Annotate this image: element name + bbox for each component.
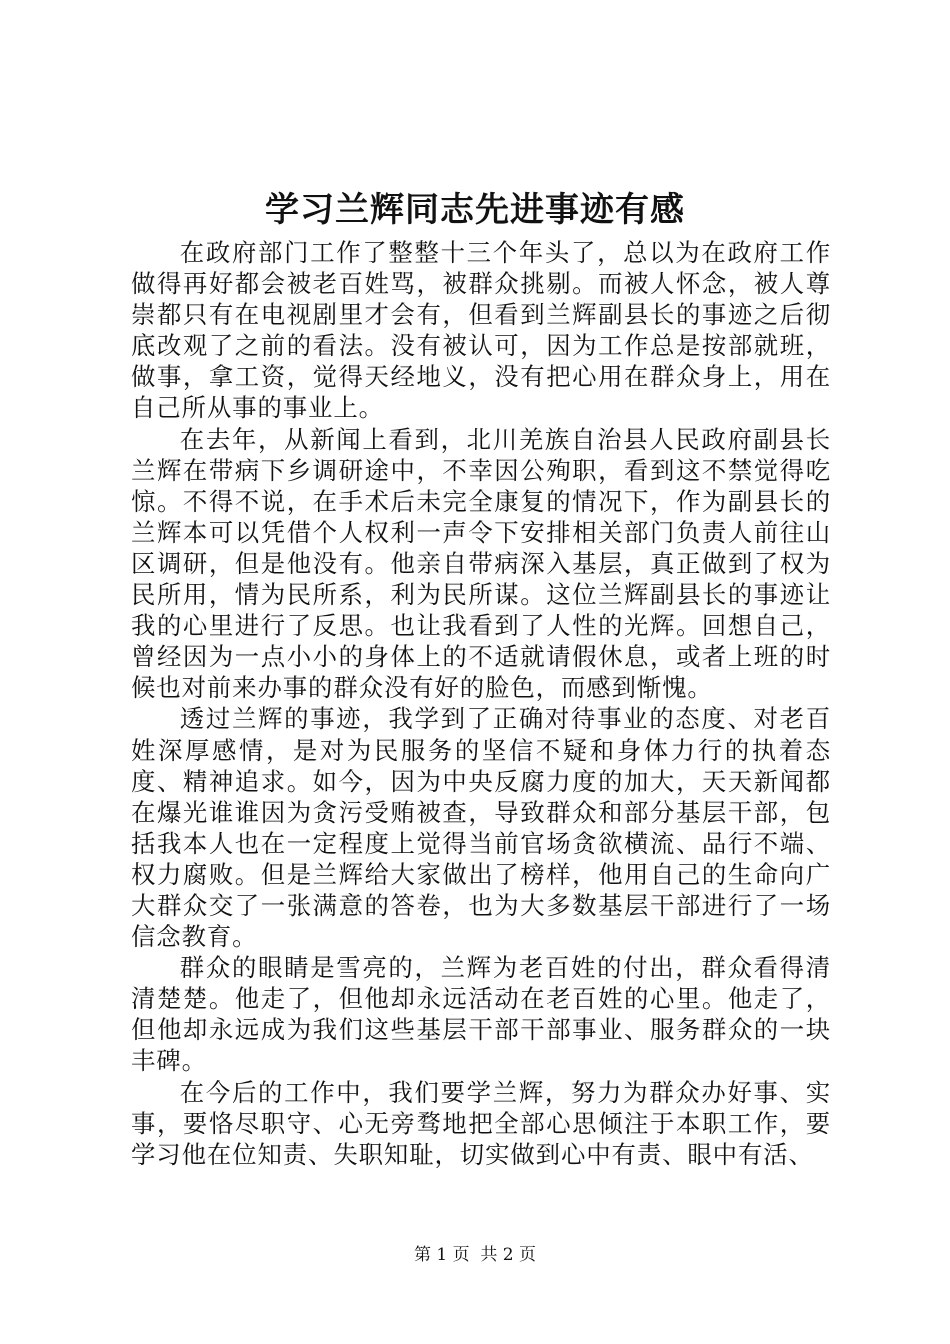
paragraph-3: 透过兰辉的事迹，我学到了正确对待事业的态度、对老百姓深厚感情，是对为民服务的坚信不疑和身体力行的执着态度、精神追求。如今，因为中央反腐力度的加大，天天新闻都在爆光谁谁因为贪污受贿被查，导致群众和部分基层干部，包括我本人也在一定程度上觉得当前官场贪欲横流、品行不端、权力腐败。但是兰辉给大家做出了榜样，他用自己的生命向广大群众交了一张满意的答卷，也为大多数基层干部进行了一场信念教育。	[131, 704, 831, 952]
paragraph-5: 在今后的工作中，我们要学兰辉，努力为群众办好事、实事，要恪尽职守、心无旁骛地把全部心思倾注于本职工作，要学习他在位知责、失职知耻，切实做到心中有责、眼中有活、	[131, 1077, 831, 1169]
document-body	[131, 237, 831, 1170]
document-title: 学习兰辉同志先进事迹有感	[265, 190, 685, 230]
paragraph-4: 群众的眼睛是雪亮的，兰辉为老百姓的付出，群众看得清清楚楚。他走了，但他却永远活动在老百姓的心里。他走了，但他却永远成为我们这些基层干部干部事业、服务群众的一块丰碑。	[131, 953, 831, 1076]
page-number: 第 1 页 共 2 页	[413, 1245, 537, 1265]
page-footer	[0, 1243, 950, 1267]
paragraph-1: 在政府部门工作了整整十三个年头了，总以为在政府工作做得再好都会被老百姓骂，被群众挑剔。而被人怀念，被人尊崇都只有在电视剧里才会有，但看到兰辉副县长的事迹之后彻底改观了之前的看法。没有被认可，因为工作总是按部就班，做事，拿工资，觉得天经地义，没有把心用在群众身上，用在自己所从事的事业上。	[131, 238, 831, 423]
paragraph-2: 在去年，从新闻上看到，北川羌族自治县人民政府副县长兰辉在带病下乡调研途中，不幸因公殉职，看到这不禁觉得吃惊。不得不说，在手术后未完全康复的情况下，作为副县长的兰辉本可以凭借个人权利一声令下安排相关部门负责人前往山区调研，但是他没有。他亲自带病深入基层，真正做到了权为民所用，情为民所系，利为民所谋。这位兰辉副县长的事迹让我的心里进行了反思。也让我看到了人性的光辉。回想自己，曾经因为一点小小的身体上的不适就请假休息，或者上班的时候也对前来办事的群众没有好的脸色，而感到惭愧。	[131, 424, 831, 703]
